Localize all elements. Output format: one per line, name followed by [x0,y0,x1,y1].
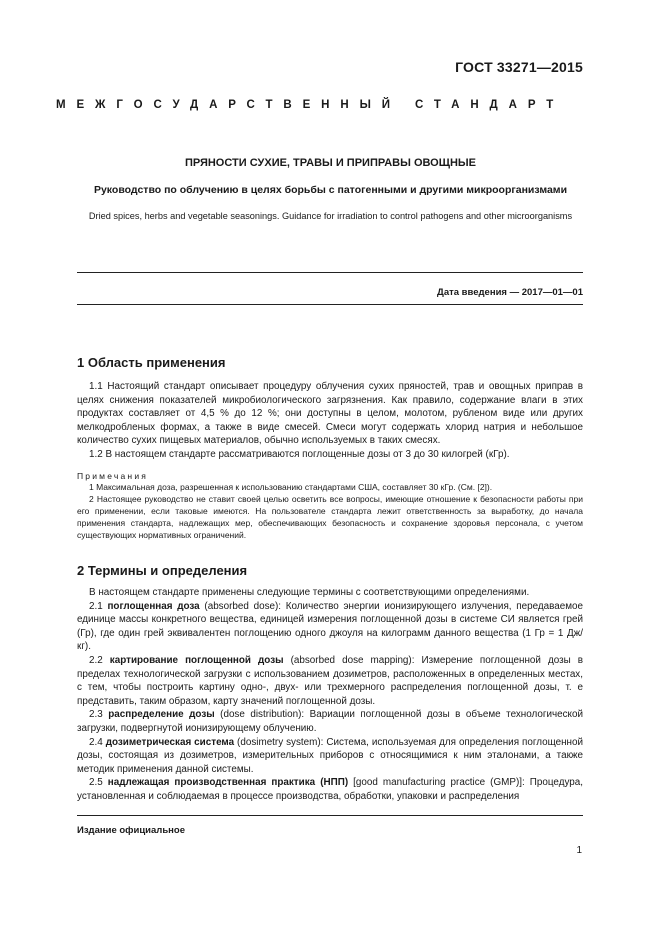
term-2-1 [77,600,583,654]
gost-number: ГОСТ 33271—2015 [455,59,583,75]
document-subtitle: Руководство по облучению в целях борьбы с патогенными и другими микроорганизмами [93,184,568,196]
term-2-1-num: 2.1 [89,600,103,612]
paragraph-1-1 [77,380,583,448]
footer-divider [77,815,583,816]
term-2-4-term: дозиметрическая система [105,736,235,748]
section-2-intro-text: В настоящем стандарте применены следующие термины с соответствующими определениями. [89,587,530,598]
top-divider [77,272,583,273]
section-2-body [77,586,583,804]
term-2-3-def: (dose distribution): Вариации поглощенной дозы в объеме технологической загрузки, подвергнутой ионизирующему облучению. [77,709,584,734]
term-2-4-num: 2.4 [89,736,103,748]
term-2-5-num: 2.5 [89,777,103,789]
section-1-heading: 1 Область применения [77,355,226,370]
term-2-3-term: распределение дозы [108,709,215,721]
standard-type: МЕЖГОСУДАРСТВЕННЫЙ СТАНДАРТ [56,99,565,111]
term-2-1-def: (absorbed dose): Количество энергии ионизирующего излучения, передаваемое единице массы конкретного вещества, единицей измерения поглощенной дозы в системе СИ является грей (Гр), где один грей эквивалентен поглощению одного джоуля на килограмм данного вещества (1 Гр = 1 Дж/кг). [77,600,584,653]
edition-label: Издание официальное [77,825,185,836]
document-title: ПРЯНОСТИ СУХИЕ, ТРАВЫ И ПРИПРАВЫ ОВОЩНЫЕ [184,157,476,169]
term-2-2-def: (absorbed dose mapping): Измерение поглощенной дозы в пределах технологической загрузки с использованием дозиметров, расположенных в определенных местах, с тем, чтобы построить картину одно-, двух- или трехмерного распределения поглощенной дозы, т. е представить, таким образом, карту значений поглощенной дозы. [77,654,583,707]
section-1-body [77,380,583,462]
notes-heading: Примечания [77,471,149,481]
term-2-2-num: 2.2 [89,654,103,666]
note-2: 2 Настоящее руководство не ставит своей целью осветить все вопросы, имеющие отношение к безопасности работы при его применении, если таковые имеются. На пользователе стандарта лежит ответственность за выработку, до начала применения стандарта, надлежащих мер, обеспечивающих безопасность и сохранение здоровья персонала, с учетом существующих нормативных ограничений. [77,494,583,540]
paragraph-1-2 [77,448,583,462]
notes-block [77,471,583,541]
section-2 [77,563,583,578]
term-2-5-def: [good manufacturing practice (GMP)]: Процедура, установленная и соблюдаемая в процессе производства, обработки, упаковки и распределения [77,777,584,802]
english-title: Dried spices, herbs and vegetable seasonings. Guidance for irradiation to control pathogens and other microorganisms [88,211,573,221]
term-2-5 [77,776,583,803]
paragraph-1-1-text: 1.1 Настоящий стандарт описывает процедуру облучения сухих пряностей, трав и овощных приправ в целях снижения показателей микробиологического загрязнения. Как правило, содержание влаги в этих продуктах составляет от 4,5 % до 12 %; они доступны в целом, молотом, рубленом виде или других мелкодробленых формах, а также в виде смесей. Смеси могут содержать хлорид натрия и небольшое количество сухих пищевых материалов, обычно используемых в таких смесях. [77,381,583,447]
section-2-intro [77,586,583,600]
term-2-4-def: (dosimetry system): Система, используемая для определения поглощенной дозы, состоящая из дозиметров, измерительных приборов с относящимися к ним эталонами, а также методик применения данной системы. [77,736,584,775]
term-2-3-num: 2.3 [89,709,103,721]
section-1 [77,355,583,370]
term-2-2-term: картирование поглощенной дозы [109,654,284,666]
section-2-heading: 2 Термины и определения [77,563,248,578]
term-2-4 [77,736,583,777]
date-divider [77,304,583,305]
page-number: 1 [576,845,582,856]
term-2-3 [77,708,583,735]
note-1: 1 Максимальная доза, разрешенная к использованию стандартами США, составляет 30 кГр. (См. [2]). [89,482,493,492]
term-2-1-term: поглощенная доза [107,600,200,612]
intro-date: Дата введения — 2017—01—01 [437,287,583,298]
term-2-2 [77,654,583,708]
term-2-5-term: надлежащая производственная практика (НПП) [107,777,349,789]
paragraph-1-2-text: 1.2 В настоящем стандарте рассматриваются поглощенные дозы от 3 до 30 килогрей (кГр). [89,448,510,460]
